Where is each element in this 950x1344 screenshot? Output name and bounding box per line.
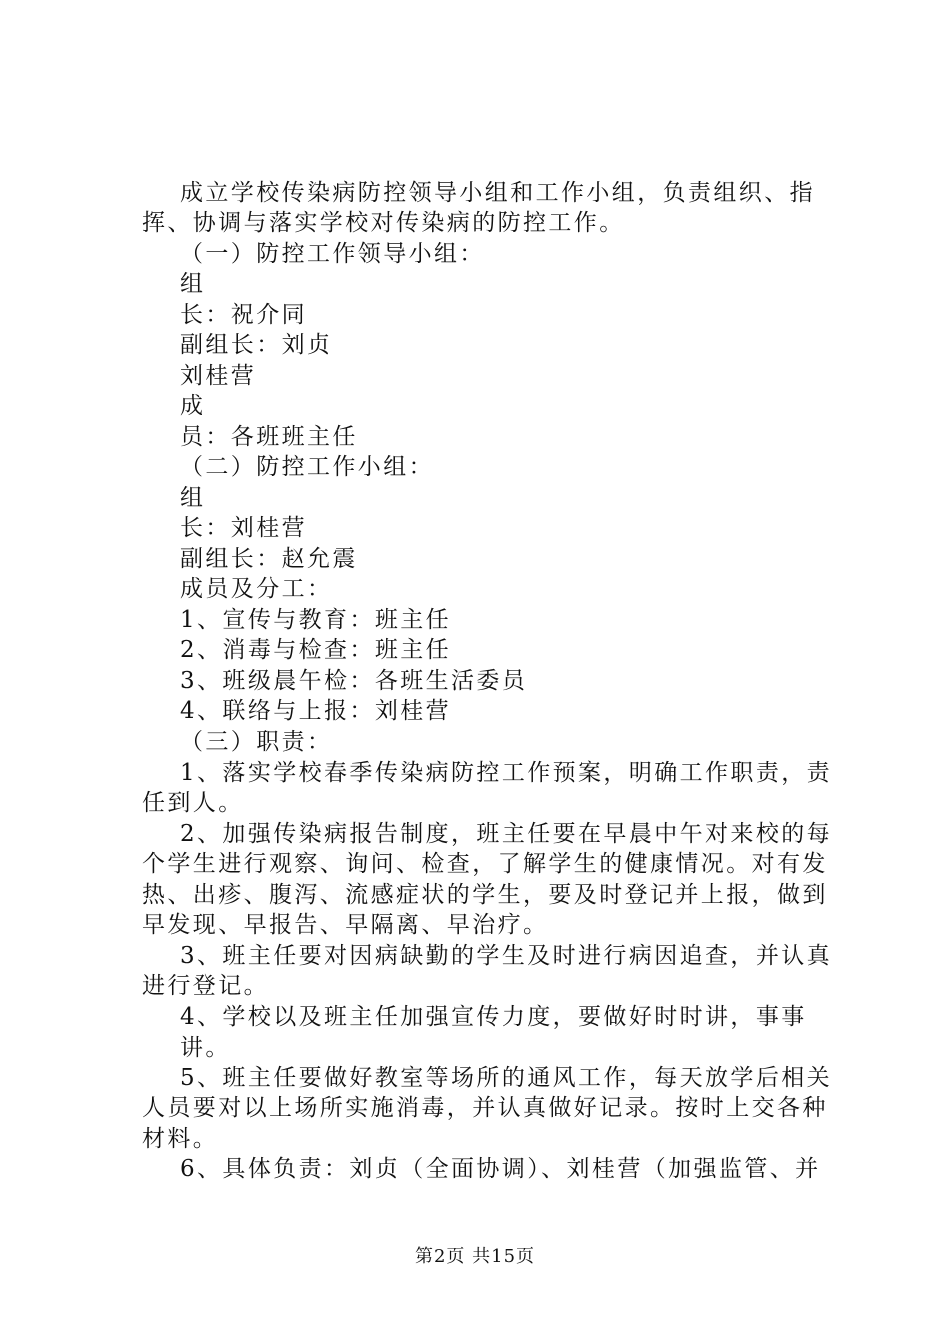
text-line: 进行登记。 <box>142 973 269 999</box>
text-line: 早发现、早报告、早隔离、早治疗。 <box>142 912 549 938</box>
text-line: （三）职责： <box>180 729 333 755</box>
text-line: 长：刘桂营 <box>180 515 307 541</box>
text-line: 5、班主任要做好教室等场所的通风工作，每天放学后相关 <box>180 1065 833 1091</box>
text-line: 3、班级晨午检：各班生活委员 <box>180 668 528 694</box>
text-line: 副组长：赵允震 <box>180 546 358 572</box>
page-footer: 第2页 共15页 <box>414 1246 536 1267</box>
text-line: 2、加强传染病报告制度，班主任要在早晨中午对来校的每 <box>180 821 833 847</box>
text-line: 长：祝介同 <box>180 302 307 328</box>
text-line: 挥、协调与落实学校对传染病的防控工作。 <box>142 210 625 236</box>
text-line: （二）防控工作小组： <box>180 454 434 480</box>
text-line: 刘桂营 <box>180 363 257 389</box>
text-line: 成员及分工： <box>180 576 333 602</box>
text-line: 1、宣传与教育：班主任 <box>180 607 452 633</box>
text-line: 4、联络与上报：刘桂营 <box>180 698 452 724</box>
text-line: 员：各班班主任 <box>180 424 358 450</box>
text-line: 4、学校以及班主任加强宣传力度，要做好时时讲，事事讲。 <box>180 1004 807 1061</box>
text-line: 1、落实学校春季传染病防控工作预案，明确工作职责，责 <box>180 760 833 786</box>
text-line: 6、具体负责：刘贞（全面协调）、刘桂营（加强监管、并 <box>180 1156 821 1182</box>
text-line: 材料。 <box>142 1126 219 1152</box>
text-line: 任到人。 <box>142 790 244 816</box>
text-line: 副组长：刘贞 <box>180 332 333 358</box>
text-line: 成 <box>180 393 206 419</box>
text-line: 2、消毒与检查：班主任 <box>180 637 452 663</box>
text-line: 人员要对以上场所实施消毒，并认真做好记录。按时上交各种 <box>142 1095 828 1121</box>
text-line: 热、出疹、腹泻、流感症状的学生，要及时登记并上报，做到 <box>142 882 828 908</box>
text-line: 成立学校传染病防控领导小组和工作小组，负责组织、指 <box>180 180 815 206</box>
text-line: 3、班主任要对因病缺勤的学生及时进行病因追查，并认真 <box>180 943 833 969</box>
text-line: 组 <box>180 271 206 297</box>
text-line: 组 <box>180 485 206 511</box>
text-line: （一）防控工作领导小组： <box>180 241 485 267</box>
text-line: 个学生进行观察、询问、检查，了解学生的健康情况。对有发 <box>142 851 828 877</box>
